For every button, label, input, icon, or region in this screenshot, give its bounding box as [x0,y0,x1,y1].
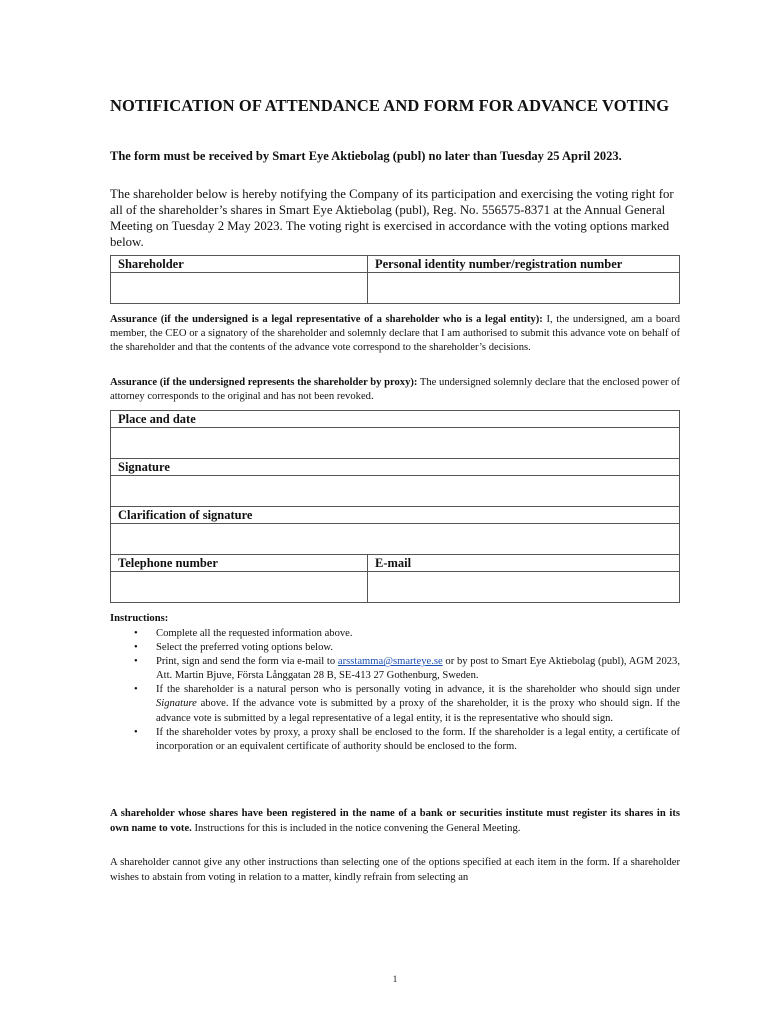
signature-header: Signature [111,459,680,476]
bullet-icon: • [134,642,138,654]
clarification-header: Clarification of signature [111,507,680,524]
bullet-icon: • [134,628,138,639]
telephone-header: Telephone number [111,555,368,572]
email-header: E-mail [368,555,680,572]
instructions-list [110,627,680,754]
instructions-title: Instructions: [110,613,169,624]
assurance-proxy-label: Assurance (if the undersigned represents the shareholder by proxy): [110,377,418,388]
list-item: • Select the preferred voting options below. [156,641,680,655]
assurance-legal-paragraph [110,313,680,355]
place-date-field[interactable] [111,428,680,459]
bullet-icon: • [134,726,138,738]
intro-paragraph: The shareholder below is hereby notifying the Company of its participation and exercising the voting right for all of the shareholder’s shares in Smart Eye Aktiebolag (publ), Reg. No. 556575-8371 at the Annual General Meeting on Tuesday 2 May 2023. The voting right is exercised in accordance with the voting options marked below. [110,187,674,249]
signature-reference: Signature [156,698,197,710]
email-link[interactable]: arsstamma@smarteye.se [337,656,443,668]
shareholder-field[interactable] [111,273,368,304]
place-date-header: Place and date [111,411,680,428]
page-number: 1 [392,974,398,984]
assurance-proxy-text: The undersigned solemnly declare that the enclosed power of attorney corresponds to the original and has not been revoked. [110,377,680,402]
assurance-legal-label: Assurance (if the undersigned is a legal representative of a shareholder who is a legal entity): [110,314,543,325]
shareholder-header: Shareholder [111,256,368,273]
email-field[interactable] [368,572,680,603]
bullet-icon: • [134,656,138,668]
list-item: • If the shareholder is a natural person who is personally voting in advance, it is the shareholder who should sign under Signature above. If the advance vote is submitted by a proxy of the shareholder, it is the proxy who should sign. If the advance vote is submitted by a legal representative of a legal entity, it is the representative who should sign. [134,684,680,724]
list-item: • If the shareholder votes by proxy, a proxy shall be enclosed to the form. If the shareholder is a legal entity, a certificate of incorporation or an equivalent certificate of authority should be enclosed to the form. [134,726,680,752]
shareholder-table [110,255,680,304]
list-item: • Print, sign and send the form via e-mail to arsstamma@smarteye.se or by post to Smart Eye Aktiebolag (publ), AGM 2023, Att. Martin Bjuve, Första Långgatan 28 B, SE-413 27 Gothenburg, Sweden. [134,656,680,682]
identity-number-field[interactable] [368,273,680,304]
signature-field[interactable] [111,476,680,507]
page-title: NOTIFICATION OF ATTENDANCE AND FORM FOR ADVANCE VOTING [110,96,670,115]
abstain-note: A shareholder cannot give any other instructions than selecting one of the options specified at each item in the form. If a shareholder wishes to abstain from voting in relation to a matter, kindly refrain from selecting an [110,857,680,883]
deadline-notice: The form must be received by Smart Eye Aktiebolag (publ) no later than Tuesday 25 April 2023. [110,149,622,163]
bullet-icon: • [134,684,138,696]
assurance-legal-text: I, the undersigned, am a board member, the CEO or a signatory of the shareholder and solemnly declare that I am authorised to submit this advance vote on behalf of the shareholder and that the contents of the advance vote correspond to the shareholder’s decisions. [110,314,681,353]
bank-note-bold: A shareholder whose shares have been registered in the name of a bank or securities institute must register its shares in its own name to vote. [110,808,680,834]
clarification-field[interactable] [111,524,680,555]
bank-note-text: Instructions for this is included in the notice convening the General Meeting. [191,823,521,834]
identity-number-header: Personal identity number/registration number [368,256,680,273]
telephone-field[interactable] [111,572,368,603]
list-item: • Complete all the requested information above. [156,627,680,641]
signature-table [110,410,680,603]
assurance-proxy-paragraph [110,376,680,404]
bank-note [110,806,680,836]
